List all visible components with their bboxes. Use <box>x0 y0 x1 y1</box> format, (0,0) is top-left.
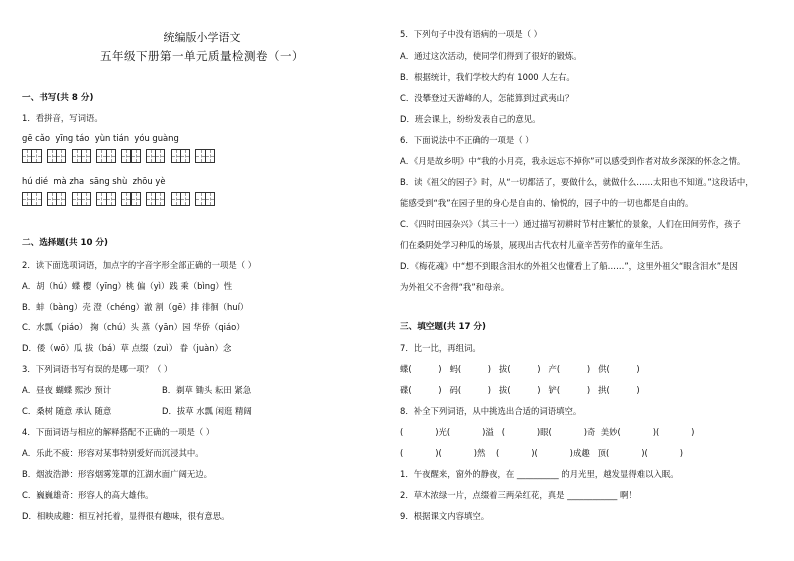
question-6-option-a: A．《月是故乡明》中“我的小月亮，我永远忘不掉你”可以感受到作者对故乡深深的怀念之情。 <box>400 156 746 166</box>
question-2: 2．读下面选项词语，加点字的字音字形全部正确的一项是（ ） <box>22 260 257 270</box>
question-8-row-2[interactable]: ( )( )然 ( )( )成趣 顶( )( ) <box>400 448 684 458</box>
question-5: 5．下列句子中没有语病的一项是（ ） <box>400 29 542 39</box>
question-8-sentence-2[interactable]: 2．草木浓绿一片，点缀着三两朵红花，真是 ____________ 啊！ <box>400 490 637 500</box>
question-8: 8．补全下列词语，从中挑选出合适的词语填空。 <box>400 406 582 416</box>
question-3-option-c: C．桑树 随意 承认 随意 <box>22 406 112 416</box>
question-8-row-1[interactable]: ( )光( )溢 ( )眼( )奇 美妙( )( ) <box>400 427 695 437</box>
question-3: 3．下列词语书写有误的是哪一项？（ ） <box>22 364 173 374</box>
section-fill: 三、填空题(共 17 分) <box>400 322 486 332</box>
question-5-option-a: A．通过这次活动，使同学们得到了很好的锻炼。 <box>400 51 582 61</box>
question-3-option-d: D．拔草 水瓢 闲逛 精阔 <box>162 406 252 416</box>
question-7-row-1[interactable]: 蝶( ) 蚂( ) 拔( ) 产( ) 供( ) <box>400 364 640 374</box>
question-4: 4．下面词语与相应的解释搭配不正确的一项是（ ） <box>22 427 215 437</box>
question-4-option-d: D．相映成趣：相互衬托着，显得很有趣味，很有意思。 <box>22 511 230 521</box>
question-6-option-c-line-2: 们在桑阴处学习种瓜的场景，展现出古代农村儿童辛苦劳作的童年生活。 <box>400 240 668 250</box>
question-8-sentence-1[interactable]: 1．午夜醒来，窗外的静夜，在 __________ 的月光里，越发显得难以入眠。 <box>400 469 679 479</box>
question-5-option-d: D．班会课上，纷纷发表自己的意见。 <box>400 114 541 124</box>
page-title: 统编版小学语文 <box>163 31 241 44</box>
pinyin-row-2: hú dié mà zha sāng shù zhōu yè <box>22 176 166 186</box>
question-9: 9．根据课文内容填空。 <box>400 511 490 521</box>
writing-grid-1[interactable] <box>22 149 220 163</box>
writing-grid-2[interactable] <box>22 192 220 206</box>
question-4-option-b: B．烟波浩渺：形容烟雾笼罩的江湖水面广阔无边。 <box>22 469 212 479</box>
section-writing: 一、书写(共 8 分) <box>22 93 94 103</box>
question-6-option-b-line-2: 能感受到“我”在园子里的身心是自由的、愉悦的，园子中的一切也都是自由的。 <box>400 198 694 208</box>
question-2-option-a: A．胡（hú）蝶 樱（yīng）桃 偏（yì）践 乘（bìng）性 <box>22 281 233 291</box>
question-6-option-d-line-1: D．《梅花魂》中“想不到眼含泪水的外祖父也懂看上了船……”，这里外祖父“眼含泪水”是因 <box>400 261 738 271</box>
section-choice: 二、选择题(共 10 分) <box>22 238 108 248</box>
question-6-option-d-line-2: 为外祖父不舍得“我”和母亲。 <box>400 282 510 292</box>
question-4-option-c: C．巍巍雄奇：形容人的高大雄伟。 <box>22 490 154 500</box>
question-2-option-c: C．水瓢（piáo） 掬（chú）头 蒸（yān）园 华侨（qiáo） <box>22 322 245 332</box>
question-3-option-a: A．昼夜 蝴蝶 熙沙 预计 <box>22 385 112 395</box>
question-5-option-b: B．根据统计，我们学校大约有 1000 人左右。 <box>400 72 575 82</box>
pinyin-row-1: gē cǎo yīng táo yùn tián yóu guàng <box>22 133 179 143</box>
question-2-option-b: B．蚌（bàng）壳 澄（chéng）澈 割（gē）排 徘徊（huí） <box>22 302 249 312</box>
page-subtitle: 五年级下册第一单元质量检测卷（一） <box>100 49 304 63</box>
question-7-row-2[interactable]: 碟( ) 码( ) 拔( ) 铲( ) 拱( ) <box>400 385 640 395</box>
question-1: 1．看拼音，写词语。 <box>22 113 103 123</box>
question-2-option-d: D．倭（wō）瓜 拔（bá）草 点缀（zuì） 眷（juàn）念 <box>22 343 232 353</box>
question-6-option-b-line-1: B．读《祖父的园子》时，从“一切都活了，要做什么，就做什么……太阳也不知道。”这段话中， <box>400 177 754 187</box>
question-6-option-c-line-1: C．《四时田园杂兴》（其三十一）通过描写初耕时节村庄繁忙的景象，人们在田间劳作，孩子 <box>400 219 741 229</box>
question-6: 6．下面说法中不正确的一项是（ ） <box>400 135 534 145</box>
question-3-option-b: B．剃草 锄头 耘田 紧急 <box>162 385 252 395</box>
question-5-option-c: C．没攀登过天游峰的人，怎能算到过武夷山？ <box>400 93 574 103</box>
question-4-option-a: A．乐此不疲：形容对某事特别爱好而沉浸其中。 <box>22 448 204 458</box>
question-7: 7．比一比，再组词。 <box>400 343 481 353</box>
